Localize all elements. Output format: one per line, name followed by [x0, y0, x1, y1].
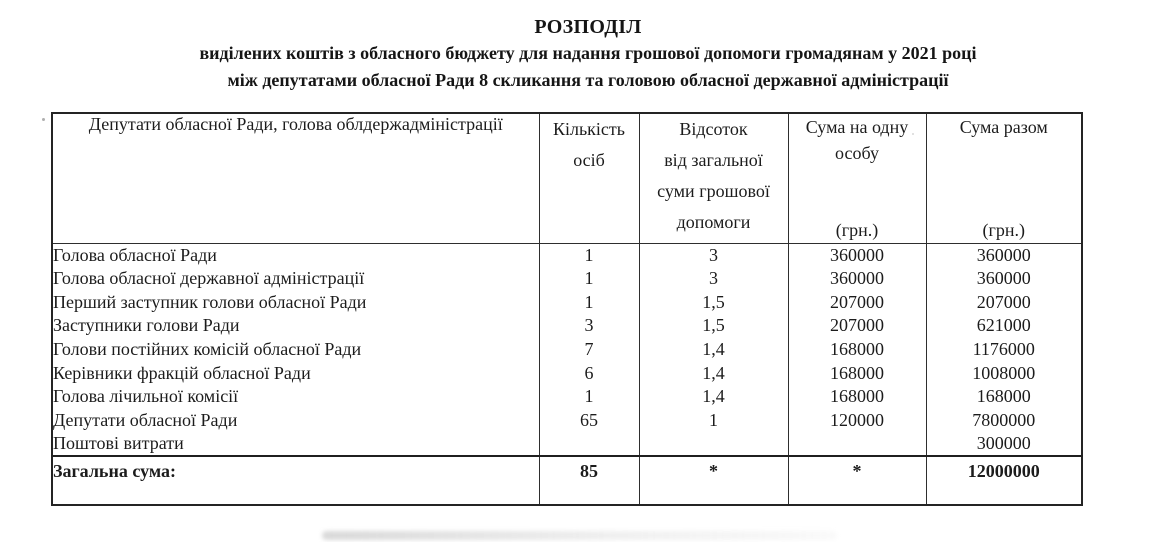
recipient-name-cell: Керівники фракцій обласної Ради	[53, 362, 311, 383]
column-header-percent-line-4: допомоги	[676, 212, 751, 232]
column-header-count-line-1: Кількість	[552, 119, 625, 139]
total-row-label: Загальна сума:	[52, 456, 539, 505]
column-header-recipients-label: Депутати обласної Ради, голова облдержадміністрації	[88, 114, 503, 134]
percent-cell	[639, 433, 788, 457]
per-person-cell: 360000	[788, 267, 926, 291]
recipient-name-cell: Поштові витрати	[53, 433, 184, 454]
recipient-name-cell: Голова лічильної комісії	[53, 386, 239, 407]
total-row-per-person: *	[788, 456, 926, 505]
count-cell: 1	[539, 243, 639, 267]
table-row	[52, 243, 1082, 267]
percent-cell: 1,5	[639, 314, 788, 338]
recipient-name-cell: Голови постійних комісій обласної Ради	[53, 339, 362, 360]
count-cell: 1	[539, 267, 639, 291]
column-header-percent-line-3: суми грошової	[657, 181, 770, 201]
percent-cell: 1,4	[639, 361, 788, 385]
recipient-name-cell: Перший заступник голови обласної Ради	[53, 291, 367, 312]
column-header-per-person	[788, 113, 926, 243]
per-person-cell: 168000	[788, 361, 926, 385]
column-header-percent-line-2: від загальної	[664, 150, 763, 170]
scan-speck-artifact	[42, 118, 45, 121]
percent-cell: 3	[639, 267, 788, 291]
total-cell: 168000	[926, 385, 1082, 409]
total-cell: 360000	[926, 267, 1082, 291]
percent-cell: 1	[639, 409, 788, 433]
count-cell: 1	[539, 290, 639, 314]
column-header-per-person-unit: (грн.)	[835, 219, 879, 240]
column-header-total-unit: (грн.)	[982, 219, 1025, 240]
total-row-total: 12000000	[926, 456, 1082, 505]
total-cell: 1008000	[926, 361, 1082, 385]
total-cell: 7800000	[926, 409, 1082, 433]
column-header-per-person-line-2: особу	[835, 143, 879, 163]
recipient-name-cell: Депутати обласної Ради	[53, 410, 238, 431]
percent-cell: 1,4	[639, 385, 788, 409]
total-cell: 360000	[926, 243, 1082, 267]
table-row	[52, 409, 1082, 433]
table-row	[52, 267, 1082, 291]
recipient-name-cell: Заступники голови Ради	[53, 315, 240, 336]
scan-speck-artifact	[912, 133, 914, 135]
column-header-per-person-line-1: Сума на одну	[805, 117, 909, 137]
column-header-total-line-1: Сума разом	[959, 117, 1048, 137]
count-cell	[539, 433, 639, 457]
total-row-count: 85	[539, 456, 639, 505]
table-header-row	[52, 113, 1082, 243]
count-cell: 1	[539, 385, 639, 409]
column-header-recipients	[52, 113, 539, 243]
table-row	[52, 314, 1082, 338]
count-cell: 3	[539, 314, 639, 338]
table-row	[52, 385, 1082, 409]
allocation-table	[51, 112, 1083, 506]
document-title: РОЗПОДІЛ	[534, 16, 642, 38]
total-cell: 300000	[926, 433, 1082, 457]
column-header-total	[926, 113, 1082, 243]
column-header-count	[539, 113, 639, 243]
percent-cell: 1,5	[639, 290, 788, 314]
per-person-cell: 168000	[788, 385, 926, 409]
column-header-percent-line-1: Відсоток	[679, 119, 748, 139]
count-cell: 65	[539, 409, 639, 433]
count-cell: 7	[539, 338, 639, 362]
document-subtitle-line-1: виділених коштів з обласного бюджету для надання грошової допомоги громадянам у 2021 році	[199, 43, 977, 63]
percent-cell: 1,4	[639, 338, 788, 362]
total-row	[52, 456, 1082, 505]
table-row	[52, 361, 1082, 385]
count-cell: 6	[539, 361, 639, 385]
percent-cell: 3	[639, 243, 788, 267]
column-header-percent	[639, 113, 788, 243]
total-cell: 207000	[926, 290, 1082, 314]
per-person-cell: 168000	[788, 338, 926, 362]
recipient-name-cell: Голова обласної державної адміністрації	[53, 268, 365, 289]
table-row	[52, 433, 1082, 457]
per-person-cell: 207000	[788, 314, 926, 338]
document-subtitle-line-2: між депутатами обласної Ради 8 скликання та головою обласної державної адміністрації	[227, 70, 949, 90]
table-row	[52, 338, 1082, 362]
per-person-cell: 360000	[788, 243, 926, 267]
recipient-name-cell: Голова обласної Ради	[53, 244, 217, 265]
per-person-cell: 120000	[788, 409, 926, 433]
column-header-count-line-2: осіб	[573, 150, 605, 170]
per-person-cell: 207000	[788, 290, 926, 314]
total-row-percent: *	[639, 456, 788, 505]
per-person-cell	[788, 433, 926, 457]
total-cell: 621000	[926, 314, 1082, 338]
scan-smudge-artifact	[322, 531, 837, 540]
total-cell: 1176000	[926, 338, 1082, 362]
table-row	[52, 290, 1082, 314]
